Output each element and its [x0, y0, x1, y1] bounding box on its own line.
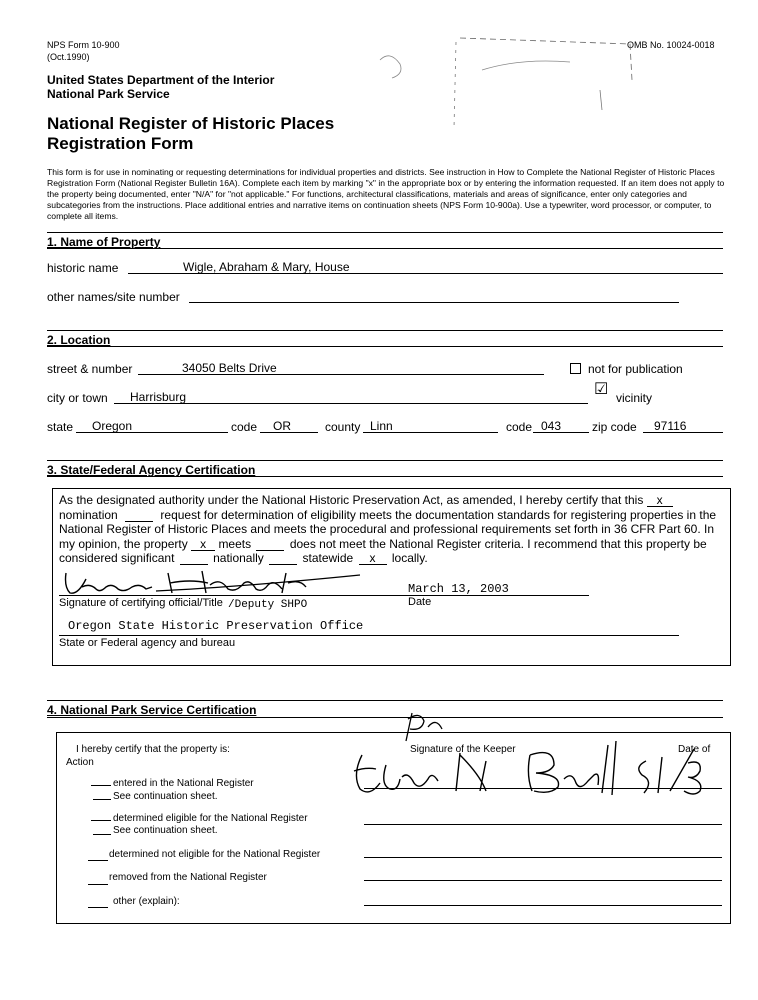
state-code-field[interactable]: OR — [273, 419, 291, 433]
signature-line — [59, 595, 589, 596]
form-instructions: This form is for use in nominating or requesting determinations for individual properties and districts. See instruction in How to Complete the National Register of Historic Places Registration Form (National Register Bulletin 16A). Complete each item by marking "x" in the appropriate box or by entering the information requested. If an item does not apply to the property being documented, enter "N/A" for "not applicable." For functions, architectural classifications, materials and areas of significance, enter only categories and subcategories from the instructions. Place additional entries and narrative items on continuation sheets (NPS Form 10-900a). Use a typewriter, word processor, or computer, to complete all items. — [47, 167, 725, 221]
removed-checkbox-line[interactable] — [88, 884, 108, 885]
agency-label: State or Federal agency and bureau — [59, 637, 236, 649]
divider — [47, 232, 723, 233]
section4-heading: 4. National Park Service Certification — [47, 703, 257, 717]
zip-label: zip code — [592, 420, 637, 434]
form-date: (Oct.1990) — [47, 52, 90, 62]
entered-continuation-checkbox-line[interactable] — [93, 799, 111, 800]
option-other: other (explain): — [113, 896, 180, 907]
form-number: NPS Form 10-900 — [47, 40, 120, 50]
section3-heading: 3. State/Federal Agency Certification — [47, 463, 256, 477]
nomination-checkmark[interactable]: x — [647, 494, 673, 507]
street-field[interactable]: 34050 Belts Drive — [182, 361, 277, 375]
keeper-signature-label: Signature of the Keeper — [410, 744, 516, 755]
not-eligible-signature-line[interactable] — [364, 857, 722, 858]
action-label: Action — [66, 757, 94, 768]
option-entered: entered in the National Register — [113, 778, 254, 789]
form-title-line1: National Register of Historic Places — [47, 114, 335, 133]
county-label: county — [325, 420, 361, 434]
cert-text: nationally — [213, 551, 264, 566]
department-name: United States Department of the Interior — [47, 73, 275, 87]
statewide-checkmark[interactable] — [269, 552, 297, 565]
county-field[interactable]: Linn — [370, 419, 393, 433]
divider — [47, 330, 723, 331]
faint-stamp — [370, 30, 650, 140]
date-label: Date — [408, 596, 432, 608]
zip-field[interactable]: 97116 — [654, 419, 687, 433]
eligible-continuation-checkbox-line[interactable] — [93, 834, 111, 835]
cert-text: request for determination of eligibility meets the documentation standards for registering properties in the National Register of Historic Places and meets the procedural and professional requirements set forth in 36 CFR Part 60. In my opinion, the property — [59, 507, 717, 551]
entered-signature-line[interactable] — [364, 788, 722, 789]
cert-text: nomination — [59, 507, 118, 522]
section1-heading: 1. Name of Property — [47, 235, 161, 249]
keeper-signature — [350, 705, 730, 805]
section2-heading: 2. Location — [47, 333, 111, 347]
agency-field[interactable]: Oregon State Historic Preservation Office — [68, 619, 364, 633]
cert-text: locally. — [391, 551, 428, 566]
option-entered-continuation: See continuation sheet. — [113, 791, 218, 802]
divider — [47, 346, 723, 347]
divider — [47, 248, 723, 249]
determined-eligible-checkbox-line[interactable] — [91, 820, 111, 821]
signature-title-field: /Deputy SHPO — [228, 599, 308, 611]
option-removed: removed from the National Register — [109, 872, 267, 883]
other-signature-line[interactable] — [364, 905, 722, 906]
divider — [47, 700, 723, 701]
cert-text: meets — [218, 536, 252, 551]
city-field[interactable]: Harrisburg — [130, 390, 187, 404]
state-label: state — [47, 420, 74, 434]
eligible-signature-line[interactable] — [364, 824, 722, 825]
county-code-label: code — [506, 420, 533, 434]
county-code-field[interactable]: 043 — [541, 419, 562, 433]
form-title-line2: Registration Form — [47, 134, 194, 153]
nationally-checkmark[interactable] — [180, 552, 208, 565]
vicinity-checkbox[interactable]: ☑ — [594, 381, 609, 398]
city-label: city or town — [47, 391, 108, 405]
option-determined-eligible: determined eligible for the National Register — [113, 813, 308, 824]
signature-label: Signature of certifying official/Title — [59, 597, 223, 609]
not-for-publication-checkbox[interactable] — [570, 363, 581, 374]
state-field[interactable]: Oregon — [92, 419, 133, 433]
divider — [47, 460, 723, 461]
date-of-action-label: Date of — [678, 744, 711, 755]
locally-checkmark[interactable]: x — [359, 552, 387, 565]
option-not-eligible: determined not eligible for the National Register — [109, 849, 321, 860]
agency-line — [59, 635, 679, 636]
state-code-label: code — [231, 420, 258, 434]
not-eligible-checkbox-line[interactable] — [88, 860, 108, 861]
agency-name: National Park Service — [47, 87, 170, 101]
nps-certify-text: I hereby certify that the property is: — [76, 744, 230, 755]
request-checkmark[interactable] — [125, 509, 153, 522]
option-eligible-continuation: See continuation sheet. — [113, 825, 218, 836]
other-names-label: other names/site number — [47, 290, 180, 304]
other-checkbox-line[interactable] — [88, 907, 108, 908]
certification-date-field[interactable]: March 13, 2003 — [408, 582, 509, 596]
divider — [47, 476, 723, 477]
meets-checkmark[interactable]: x — [191, 538, 215, 551]
not-for-publication-label: not for publication — [588, 362, 683, 376]
vicinity-label: vicinity — [616, 391, 653, 405]
certification-text — [59, 493, 727, 566]
historic-name-field[interactable]: Wigle, Abraham & Mary, House — [183, 260, 350, 274]
does-not-meet-checkmark[interactable] — [256, 538, 284, 551]
entered-checkbox-line[interactable] — [91, 785, 111, 786]
removed-signature-line[interactable] — [364, 880, 722, 881]
other-names-field[interactable] — [189, 302, 679, 303]
historic-name-label: historic name — [47, 261, 119, 275]
street-label: street & number — [47, 362, 133, 376]
cert-text: As the designated authority under the National Historic Preservation Act, as amended, I hereby certify that this — [59, 493, 644, 507]
cert-text: does not meet the National Register criteria. I recommend that this property be considered significant — [59, 536, 707, 566]
cert-text: statewide — [302, 551, 354, 566]
omb-number: OMB No. 10024-0018 — [627, 40, 715, 50]
